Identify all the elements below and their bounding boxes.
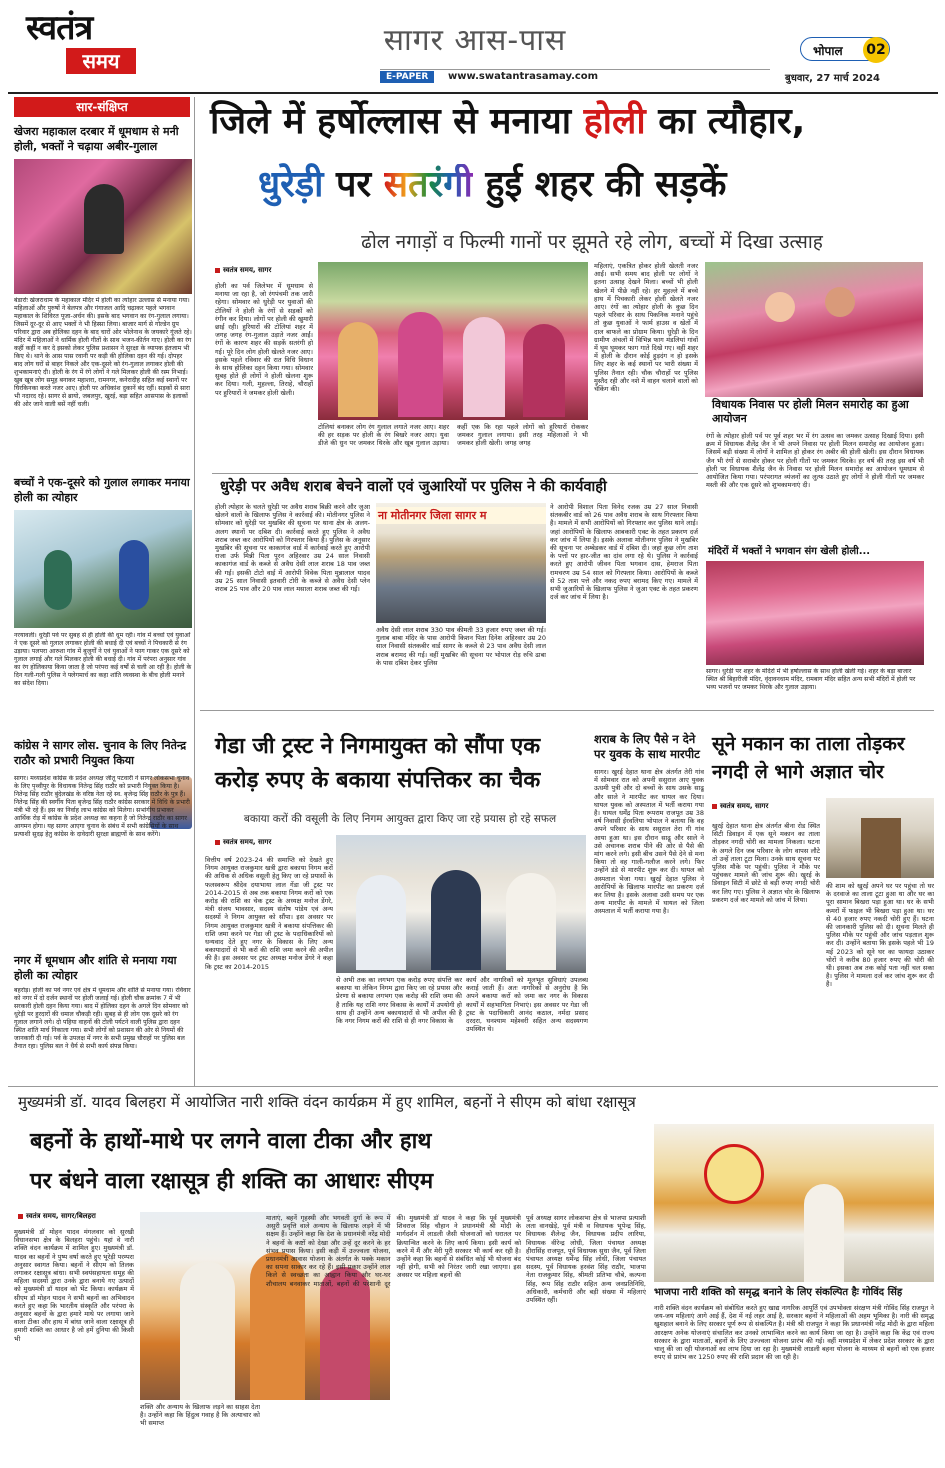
lead-right-photo (705, 262, 923, 397)
sidebar-story2-text: नरयावली। धुरेड़ी पर्व पर सुबह से ही होली की धूम रही। गांव में बच्चों एवं युवाओं ने एक दूसरे को गुलाल लगाकर होली की बधाई दी एवं बच्चों ने पिचकारी से रंग उड़ाया। पलपरा आरुशा गांव में बुजुर्गों ने एवं युवाओं ने फाग गाकर एक दूसरे को गुलाल लगाई और गले मिलकर होली की बधाई दी। गांव में परंपरा अनुसार गांव का रंग होलिकाया किया जाता है जो परंपरा कई वर्षों से चली आ रही है। होली के दिन गली-गली पुलिस ने फ्लेगमार्च का कहा शांति व्यवस्था के बीच होली मनाने का संदेश दिया। (14, 632, 192, 687)
person-head (825, 287, 855, 317)
trust-photo (336, 835, 586, 973)
sidebar-story2-photo (14, 510, 192, 628)
lead-photo-caption: टोलियां बनाकर लोग रंग गुलाल लगाते नजर आए। शहर की हर सड़क पर होली के रंग बिखरे नजर आए। युवा डीजे की धुन पर जमकर थिरके और खूब गुलाल उड़ाया। कहीं एक कि रहा पहले लोगों को हुरियारों रोककर जमकर गुलाल लगाया। इसी तरह महिलाओं ने भी जमकर होली खेली। जगह जगह (318, 423, 588, 448)
site-url[interactable]: www.swatantrasamay.com (448, 71, 599, 82)
trust-byline: स्वतंत्र समय, सागर (215, 838, 271, 847)
speaker-figure (804, 1184, 844, 1282)
police-photo (376, 503, 546, 623)
sidebar-story2-title: बच्चों ने एक-दूसरे को गुलाल लगाकर मनाया होली का त्योहार (14, 476, 190, 504)
trust-rule (200, 710, 934, 711)
theft-col2: की शाम को खुरई अपने घर पर पहुंचा तो घर के दरवाजे का ताला टूटा हुआ था और घर का पूरा सामान बिखरा पड़ा हुआ था। घर के सभी कमरों में फाइल भी बिखरा पड़ा हुआ था। घर से 40 हजार रुपए नकदी चोरी हुए हैं। घटना की जानकारी पुलिस को दी। सूचना मिलते ही पुलिस मौके पर पहुंची और जांच पड़ताल शुरू कर दी। उन्होंने बताया कि इसके पहले भी 19 मई 2023 को सूने घर का फायदा उठाकर चोरों ने करीब 80 हजार रुपए की चोरी की थी। इसका अब तक कोई पता नहीं चल सका है। पुलिस ने मामला दर्ज कर जांच शुरू कर दी है। (826, 882, 934, 989)
cm-photo-caption: शक्ति और अन्याय के खिलाफ लड़ने का साहस देता है। उन्होंने कहा कि हिंदुत्व गवाह है कि अत्याचार को भी समाप्त (140, 1403, 260, 1428)
cm-headline-1: बहनों के हाथों-माथे पर लगने वाला टीका और हाथ (30, 1129, 432, 1154)
cm-headline-box (12, 1120, 650, 1206)
sidebar-story1-text: बंडारोः खेजराधाम के महाकाल मंदिर में होली का त्योहार उल्लास से मनाया गया। महिलाओं और पुरुषों ने बेलपत्र और गंगाजल आदि चढ़ाकर पहले भगवान महाकाल के शिविरत पूजा-अर्चन की। इसके बाद भगवान का रंग-गुलाल लगाया। जिसमें दूर-दूर से आए भक्तों ने भी हिस्सा लिया। बाजार मार्ग से गोल्डेन ग्रुप परिवार द्वारा अब होलिका दहन के बाद चारों ओर भोलेनाथ के जयकारे गूंजते रहे। मंदिर में महिलाओं ने धार्मिक होली गीतों के साथ भजन-कीर्तन गाए। होली का रंग कहीं कहीं न कर दे इसको लेकर पुलिस प्रशासन ने सुरक्षा के व्यापक इंतजाम भी किए थे। थाने के आस पास रवानी पर कड़ी की होलिका दहन की गई। दोपहर बाद लोग घरों से बाहर निकले और एक-दूसरे को रंग-गुलाल लगाकर होली की शुभकामनाएं दी। होली के रंग में रंगे लोगों ने गले मिलकर होली की रस्म निभाई। खुब खूब लोग समूह बनाकर महाशरा, रामनगर, कनेरादीह सहित कई स्थानों पर घिरकिनका करते नजर आए। होली पर अधिकांश दुकानें बंद रहीं। सड़कों से सारा भी नदारद रहे। सागर से ब्रायो, जबलपुर, खुरई, बड़ा सहित आसपास के इलाकों की ओर जाने वाली बसें नहीं चली। (14, 297, 192, 408)
police-col3: ने आरोपी विशाल पिता विनेद रजक उम्र 27 साल निवासी संतकबीर वार्ड को 26 पाव अवैध शराब के साथ गिरफ्तार किया है। मामले में सभी आरोपियों को गिरफ्तार कर पुलिस थाने लाई। जहां आरोपियों के खिलाफ आबकारी एक्ट के तहत प्रकरण दर्ज कर जांच में लिया है। इसके अलावा मोतीनगर पुलिस ने मुखबिर की सूचना पर अम्बेडकर वार्ड में दबिश दी। जहां कुछ लोग ताश के पत्तों पर हार-जीत का दांव लगा रहे थे। पुलिस ने कार्रवाई करते हुए आरोपी जीवन पिता भगवान दास, हेमराज पिता रामचरण उम्र 54 साल को गिरफ्तार किया। आरोपियों के कब्जे से 52 ताश पत्ते और नकद रुपए बरामद किए गए। मामले में सभी जुआरियों के खिलाफ पुलिस ने जुआ एक्ट के तहत प्रकरण दर्ज कर जांच में लिया है। (550, 503, 698, 602)
temple-caption: सागर। धुरेड़ी पर शहर के मंदिरों में भी हर्षोल्लास के साथ होली खेली गई। शहर के बड़ा बाजार स्थित श्री बिहारीजी मंदिर, वृंदावनधाम मंदिर, रामबाग मंदिर सहित अन्य सभी मंदिरों में होली पर भव्य भजनों पर जमकर थिरके और गुलाल उड़ाया। (706, 668, 916, 691)
trust-col1: वित्तीय वर्ष 2023-24 की समाप्ति को देखते हुए निगम आयुक्त राजकुमार खत्री द्वारा बकाया निगम करों की अधिक से अधिक वसूली हेतु किए जा रहे प्रयासों के फलस्वरूप श्रीदेव दयाभाया लाल गेंडा जी ट्रस्ट पर 2014-2015 से अब तक बकाया निगम करों को एक करोड़ की राशि का चेक ट्रस्ट के अध्यक्ष मनोज डेंगरे, मंत्री संजय भावसार, सदस्य संतोष पांडेय एवं अन्य सदस्यों ने निगम आयुक्त को सौंपा। इस अवसर पर निगम आयुक्त राजकुमार खत्री ने बकाया संपत्तिकर की राशि जमा करने पर गेडा जी ट्रस्ट के पदाधिकारियों को धन्यवाद देते हुए नगर के विकास के लिए अन्य बकायादारों से भी करों की राशि जमा करने की अपील की है। इस अवसर पर ट्रस्ट अध्यक्ष मनोज डेंगरे ने कहा कि ट्रस्ट का 2014-2015 (205, 856, 333, 971)
masthead-rule (8, 92, 938, 94)
door-shape (861, 818, 901, 878)
trust-col3: कार्य और नागरिकों को मूलभूत सुविधाएं उपलब्ध कराई जाती हैं। अतः नागरिकों से अनुरोध है कि अपने बकाया करों को जमा कर नगर के विकास कार्यों में सहभागिता निभाएं। इस अवसर पर गेडा जी ट्रस्ट के पदाधिकारी आनंद कठाल, नर्मदा प्रसाद दरदरा, घनश्याम महेश्वरी सहित अन्य सदस्यगण उपस्थित थे। (466, 976, 588, 1034)
police-headline: धुरेड़ी पर अवैध शराब बेचने वालों एवं जुआरियों पर पुलिस ने की कार्यवाही (220, 479, 607, 495)
lead-subhead: ढोल नगाड़ों व फिल्मी गानों पर झूमते रहे लोग, बच्चों में दिखा उत्साह (361, 231, 823, 253)
epaper-label: E-PAPER (380, 71, 434, 83)
sidebar-story3-text: सागर। मध्यप्रदेश कांग्रेस के प्रदेश अध्यक्ष जीतू पटवारी ने सागर लोकसभा चुनाव के लिए पृथ्वीपुर के विधायक नितेन्द्र सिंह राठौर को प्रभारी नियुक्त किया है। नितेन्द्र सिंह राठौर बुंदेलखंड के वरिष्ठ नेता रहे स्व. बृजेन्द्र सिंह राठौर के पुत्र हैं। नितेन्द्र सिंह की स्वर्गीय पिता बृजेन्द्र सिंह राठौर कांग्रेस सरकार में विधि के प्रभारी मंत्री भी रहे हैं। इस का निर्वाह लाभ कांग्रेस को मिलेगा। सभांगीय प्रभाकर आर्थिक रोड़ में कांग्रेस के प्रदेश अध्यक्ष का कहना है जो नितेन्द्र राठौर का सागर आगमन होगा। यह सागर आएगा चुनाव के संबंध में सभी कांग्रेसियों के साथ प्रत्याशी सुदढ़ हेतु कांग्रेस के दावेदारी सुरक्षा ब्राह्मणों के साथ करेंगे। (14, 775, 190, 838)
city-name: भोपाल (813, 44, 843, 58)
lead-main-photo (318, 262, 588, 420)
theft-headline: सूने मकान का ताला तोड़कर नगदी ले भागे अज्ञात चोर (712, 733, 905, 783)
cm-right-photo (654, 1124, 934, 1282)
lead-byline: स्वतंत्र समय, सागर (215, 266, 271, 275)
lead-headline-2-part: पर (323, 164, 384, 205)
sidebar-story3-title: कांग्रेस ने सागर लोस. चुनाव के लिए नितेन्द्र राठौर को प्रभारी नियुक्त किया (14, 739, 187, 767)
child-figure (119, 540, 149, 610)
person-figure (398, 312, 443, 417)
child-figure (44, 550, 72, 610)
theft-byline: स्वतंत्र समय, सागर (712, 802, 768, 811)
cm-col3: माताएं, बहनें गृहस्थी और भगवती दुर्गा के रूप में असुरी प्रवृत्ति वाले अन्याय के खिलाफ लड़ने में भी सक्षम हैं। उन्होंने कहा कि देश के प्रधानमंत्री नरेंद्र मोदी ने बहनों के कष्टों को देखा और उन्हें दूर करने के हर संभव प्रयास किया। इसी कड़ी में उज्ज्वला योजना, प्रधानमंत्री आवास योजना के अंतर्गत के पक्के मकान का सपना साकार कर रहे हैं। इसी प्रकार उन्होंने लाल किले से स्वच्छता का आह्वान किया और घर-घर शौचालय बनवाकर माताओं, बहनों की परेशानी दूर की। मुख्यमंत्री डॉ यादव ने कहा कि पूर्व मुख्यमंत्री शिवराज सिंह चौहान ने प्रधानमंत्री श्री मोदी के मार्गदर्शन में लाडली जैसी योजनाओं को धरातल पर क्रियान्वित करने के लिए कार्य किया। इसी कार्य को करने में मैं और मेरी पूरी सरकार भी कार्य कर रही है। उन्होंने कहा कि बहनों से संबंधित कोई भी योजना बंद नहीं होगी, सभी को निरंतर जारी रखा जाएगा। इस अवसर पर महिला बहनों की (266, 1214, 521, 1288)
cm-col1: मुख्यमंत्री डॉ मोहन यादव मंगलवार को सुरखी विधानसभा क्षेत्र के बिलहरा पहुंचे। यहां वे नारी शक्ति वंदन कार्यक्रम में शामिल हुए। मुख्यमंत्री डॉ. यादव का बहनों ने पुष्प वर्षा करते हुए भूरेड़ी परम्परा अनुसार स्वागत किया। बहनों ने सीएम को तिलक लगाकर रक्षासूत्र बांधा। सभी स्वयंसहायता समूह की महिला सदस्यों द्वारा उनके द्वारा बनाये गए उत्पादों को मुख्यमंत्री डॉ यादव को भेंट किया। कार्यक्रम में सीएम डॉ मोहन यादव ने सभी बहनों का अभिवादन करते हुए कहा कि भारतीय संस्कृति और परंपरा के अनुसार बहनों के द्वारा हमारे माथे पर लगाया जाने वाला टीका और हाथ में बांधा जाने वाला रक्षासूत्र ही हमारी शक्ति का आधार है जो हमें दुनिया की किसी भी (14, 1228, 134, 1343)
trust-subhead: बकाया करों की वसूली के लिए निगम आयुक्त द्वारा किए जा रहे प्रयास हो रहे सफल (243, 813, 557, 825)
cm-byline: स्वतंत्र समय, सागर/बिलहरा (18, 1212, 96, 1221)
sidebar (10, 97, 195, 1087)
police-rule (212, 473, 698, 474)
sidebar-story1-title: खेजरा महाकाल दरबार में धूमधाम से मनी होली, भक्तों ने चढ़ाया अबीर-गुलाल (14, 125, 179, 153)
trust-col2: से अभी तक का लगभग एक करोड़ रुपए संपत्ति कर बकाया था लेकिन निगम द्वारा किए जा रहे प्रयास और प्रेरणा से बकाया लगभग एक करोड़ की राशि जमा की है ताकि यह राशि नगर विकास के कार्यों में उपयोगी हो साथ ही उन्होंने अन्य बकायादारों से भी अपील की है कि नगर निगम करों की राशि से ही नगर विकास के (336, 976, 462, 1026)
person-figure (523, 324, 565, 417)
police-photo-caption: अवैध देसी लाल शराब 330 पाव कीमती 33 हजार रुपए जब्त की गई। गुलाब बाबा मंदिर के पास आरोपी किशन पिता दिनेश अहिरवार उम्र 20 साल निवासी संतकबीर वार्ड सागर के कब्जे से 23 पाव अवैध देसी लाल शराब बरामद की गई। वहीं मुखबिर की सूचना पर भोपाल रोड़ रुचि ढाबा के पास दबिश देकर पुलिस (376, 626, 546, 667)
lead-headline-holi: होली (583, 101, 646, 142)
issue-date: बुधवार, 27 मार्च 2024 (785, 73, 881, 84)
sidebar-story1-photo (14, 159, 192, 294)
lead-headline-1-part: जिले में हर्षोल्लास से मनाया (210, 101, 584, 142)
person-figure (180, 1262, 235, 1400)
lead-col3: महिलाएं, एकत्रित होकर होली खेलती नजर आईं। सभी समय बाद होली पर लोगों ने इतना उत्साह देखने मिला। बच्चों भी होली खेलने में पीछे नहीं रहे। हर मुहल्ले में बच्चे हाथ में पिचकारी लेकर होली खेलते नजर आए। रंगों का त्योहार होली के कुछ दिन पहले परिवार के साथ पिकनिक मनाने पहुंचे तो कुछ युवाओं ने फार्म हाउस व खेतों में दाल बाफले का प्रोग्राम किया। धुरेड़ी के दिन ग्रामीण अंचलों में विभिन्न फाग मंडलियां गांवों में घूम घूमकर फाग गाते दिखे गए। वहीं शहर में होली के दौरान कोई हुड़दंग न हो इसके लिए शहर के कई स्थानों पर भारी संख्या में पुलिस तैनात रही। चौक चौराहों पर पुलिस मुस्तैद रही और नशे में वाहन चलाने वालों को चेकिंग की। (594, 262, 698, 394)
lead-headline-1-part: का त्यौहार, (645, 101, 806, 142)
theft-col1: खुरई देहात थाना क्षेत्र अंतर्गत बीना रोड स्थित सिटी डिवाइन में एक सूने मकान का ताला तोड़कर नगदी चोरी का मामला निकला। घटना के अगले दिन जब परिवार के लोग वापस लौटे तो उन्हें ताला टूटा मिला। उनके साथ सूचना पर पुलिस मौके पर पहुंची। पुलिस ने मौके पर पहुंचकर मामले की जांच शुरू की। खुरई के डिवाइन सिटी में छोटे से बड़ी रुपए नगदी चोरी कर लिए गए। पुलिस ने अज्ञात चोर के खिलाफ प्रकरण दर्ज कर मामले को जांच में लिया। (712, 822, 820, 904)
assault-headline: शराब के लिए पैसे न देने पर युवक के साथ मारपीट (594, 732, 700, 761)
temple-photo (706, 561, 924, 665)
epaper-bar (380, 69, 770, 83)
person-figure (463, 317, 505, 417)
logo-line1: स्वतंत्र (26, 8, 93, 48)
lead-right-photo-text: रंगों के त्योहार होली पर्व पर पूर्व शहर भर में रंग उत्सव का जमकर उत्साह दिखाई दिया। इसी क्रम में विधायक शैलेंद्र जैन ने भी अपने निवास पर होली मिलन समारोह का आयोजन हुआ। जिसमें बड़ी संख्या में लोगों ने शामिल हो होकर रंग अबीर की होली खेली। इस दौरान विधायक जैन भी रंगों से सराबोर होकर पर होली गीतों पर जमकर थिरके। हर वर्ष की तरह इस वर्ष भी होली पर विधायक शैलेंद्र जैन के निवास पर होली मिलन समारोह का आयोजन धूमधाम से आयोजित किया गया। परंपरागत व्यंजनों का लुत्फ उठाते हुए लोगों ने होली गीतों पर जमकर मस्ती की और एक दूसरे को शुभकामनाएं दी। (706, 432, 924, 490)
lead-headline-2 (258, 164, 938, 206)
cm-right-photo-text: नारी शक्ति वंदन कार्यक्रम को संबोधित करते हुए खाद्य नागरिक आपूर्ति एवं उपभोक्ता संरक्षण मंत्री गोविंद सिंह राजपूत ने जय-जय महिलाएं आगे आई हैं, देश में नई लहर आई है, सरकार बहनों ने महिलाओं की अहम भूमिका है। नारी की समृद्ध खुशहाल बनाने के लिए सरकार पूर्ण रूप से संकल्पित है। मंत्री श्री राजपूत ने कहा कि प्रधानमंत्री नरेंद्र मोदी के द्वारा महिला आरक्षण अनेक योजनाएं संचालित कर उनको लाभान्वित करने का कार्य किया जा रहा है। उन्होंने कहा कि केंद्र एवं राज्य सरकार के द्वारा माताओं, बहनों के लिए उज्ज्वला योजना प्रारंभ की गई। वहीं मध्यप्रदेश में लेकर प्रदेश सरकार के द्वारा चालू की जा रही योजनाओं का लाभ दिया जा रहा है। मुख्यमंत्री लाडली बहना योजना के माध्यम से बहनों को एक हजार रुपए से प्रारंभ कर 1250 रुपए की राशि प्रदान की जा रही है। (654, 1304, 934, 1362)
cm-banner: मुख्यमंत्री डॉ. यादव बिलहरा में आयोजित नारी शक्ति वंदन कार्यक्रम में हुए शामिल, बहनों ने सीएम को बांधा रक्षासूत्र (18, 1093, 636, 1111)
section-title: सागर आस-पास (383, 23, 567, 58)
masthead (0, 0, 945, 92)
logo-line2: समय (66, 48, 136, 74)
police-col1: होली त्योहार के चलते धुरेड़ी पर अवैध शराब बिक्री करने और जुआ खेलने वालों के खिलाफ पुलिस ने कार्रवाई की। मोतीनगर पुलिस ने सोमवार को धुरेड़ी पर मुखबिर की सूचना पर थाना क्षेत्र के अलग-अलग स्थानों पर दबिश दी। कार्रवाई करते हुए पुलिस ने अवैध शराब जब्त कर आरोपियों को गिरफ्तार किया है। पुलिस के अनुसार मुखबिर की सूचना पर काकागंज वार्ड में कार्रवाई करते हुए आरोपी राजा उर्फ मिन्नी पिता पूरन अहिरवार उम्र 24 साल निवासी काकागंज वार्ड के कब्जे से अवैध देसी लाल शराब 18 पाव जब्त की गई। इसकी टोटो वाई में आरोपी विवेक पिता मुन्नालाल यादव उम्र 25 साल निवासी इतवारी टोरी के कब्जे से अवैध देसी प्लेन शराब 25 पाव और 20 पाव लाल मसाला शराब जब्त की गई। (215, 503, 370, 594)
lead-headline-2-part: हुई शहर की सड़कें (472, 164, 727, 205)
shivling-shape (84, 184, 124, 254)
sidebar-story4-text: बहरोड़। होली का पर्व नगर एवं क्षेत्र में धूमधाम और शांति से मनाया गया। रविवार को नगर में दो दर्जन स्थानों पर होली जलाई गई। होली चौक क्रमांक 7 में भी सरकारी होली दहन किया गया। बाद में होलिका दहन के अगले दिन सोमवार को धुरेड़ी पर हुरदारों की धमाल चौकड़ी रही। सुबह से ही लोग एक दूसरे को रंग गुलाल लगाने लगे। दो पहिया वाहनों की टोली पर्यटने वाली पुलिस द्वारा दहन स्थित शांति मार्च निकाला गया। सभी लोगों को प्रशासन की ओर से नियमों की जानकारी दी गई। पर्व के उपलक्ष में नगर के सभी प्रमुख चौराहों पर पुलिस बल तैनात रहा। पुलिस बल ने धैर्य से सभी कार्य संपन्न किया। (14, 987, 191, 1050)
person-figure (506, 873, 556, 970)
page-number: 02 (863, 37, 889, 63)
police-station-sign: ना मोतीनगर जिला सागर म (376, 507, 546, 524)
logo (26, 10, 146, 84)
lead-right-photo-title: विधायक निवास पर होली मिलन समारोह का हुआ आयोजन (712, 398, 909, 425)
lead-headline-satrangi: सतरंगी (383, 164, 473, 205)
lead-headline-1 (210, 101, 930, 143)
city-badge (800, 37, 890, 61)
cm-col4: पूर्व अध्यक्ष सागर लोकसभा क्षेत्र से भाजपा प्रत्याशी लता वानखेड़े, पूर्व मंत्री व विधायक भूपेन्द्र सिंह, विधायक शैलेन्द्र जैन, विधायक प्रदीप लारिया, विधायक वीरेन्द्र लोधी, जिला पंचायत अध्यक्ष हीरासिंह राजपूत, पूर्व विधायक सुधा जैन, पूर्व जिला पंचायत अध्यक्ष धर्मेन्द्र सिंह लोधी, जिला पंचायत सदस्य, पूर्व विधायक हरवंश सिंह राठौर, भाजपा नेता राजकुमार सिंह, श्रीमती प्रतिभा चौबे, कल्पना सिंह, रूप सिंह राठौर सहित अन्य जनप्रतिनिधि, अधिकारी, कर्मचारी और बड़ी संख्या में महिलाएं उपस्थित रहीं। (526, 1214, 646, 1305)
theft-photo (826, 798, 934, 878)
assault-text: सागर। खुरई देहात थाना क्षेत्र अंतर्गत तेरी गांव में सोमवार रात को अपनी ससुराल आए युवक ऊधमी पुत्री और दो बच्चों के साथ उसके साढू और साले ने मारपीट कर घायल कर दिया। घायल युवक को अस्पताल में भर्ती कराया गया है। घायल धर्मेंद्र पिता रूपराम राजपूत उम्र 38 वर्ष निवासी ईरवलिया भोपाल ने बताया कि वह अपने परिवार के साथ ससुराल तेरा गी गांव आया हुआ था। इस दौरान साढू और साले ने उसे अचानक शराब पीने की ओर से पैसे की मांग करने लगे। इसी बीच उसने पैसे देने से मना किया तो वह गाली-गलौज करने लगे। फिर उन्होंने डंडे से मारपीट शुरू कर दी। घायल को अस्पताल भेजा गया। खुरई देहात पुलिस ने आरोपियों के खिलाफ मारपीट का प्रकरण दर्ज कर लिया है। इसके अलावा उसी समय पर एक अन्य मारपीट के मामले में घायल को जिला अस्पताल में भर्ती कराया गया है। (594, 768, 704, 916)
trust-headline: गेडा जी ट्रस्ट ने निगमायुक्त को सौंपा एक करोड़ रुपए के बकाया संपत्तिकर का चैक (215, 734, 541, 793)
sidebar-header: सार-संक्षिप्त (14, 97, 190, 117)
cm-headline-2: पर बंधने वाला रक्षासूत्र ही शक्ति का आधारः सीएम (30, 1169, 434, 1194)
person-figure (356, 875, 406, 970)
lead-col1: होली का पर्व जिलेभर में धूमधाम से मनाया जा रहा है, जो रंगपंचमी तक जारी रहेगा। सोमवार को धुरेड़ी पर युवाओं की टोलियों ने होली के रंगों से सड़कों को रंगीन कर दिया। लोगों पर होली की खुमारी छाई रही। हुरियारों की टोलियां शहर में जगह जगह रंग-गुलाल उड़ाते नजर आईं। रंगों के कारण शहर की सड़कें सतरंगी हो गई। पूरे दिन लोग होली खेलते नजर आए। इसके पहले रविवार की रात विधि विधान के साथ होलिका दहन किया गया। सोमवार सुबह होते ही लोगों ने होली खेलना शुरू कर दिया। गली, मुहल्ला, तिराहे, चौराहों पर हुरियारों ने जमकर होली खेली। (215, 282, 313, 397)
event-logo-shape (704, 1144, 764, 1204)
sidebar-story4-title: नगर में धूमधाम और शांति से मनाया गया होली का त्योहार (14, 954, 177, 982)
person-head (765, 292, 795, 322)
temple-title: मंदिरों में भक्तों ने भगवान संग खेली होली... (708, 546, 871, 557)
cm-right-photo-title: भाजपा नारी शक्ति को समृद्ध बनाने के लिए संकल्पित हैः गोविंद सिंह (654, 1287, 903, 1298)
banner-rule (8, 1086, 938, 1087)
person-figure (338, 322, 378, 417)
lead-headline-dhuredi: धुरेड़ी (258, 164, 324, 205)
person-figure (431, 870, 481, 970)
